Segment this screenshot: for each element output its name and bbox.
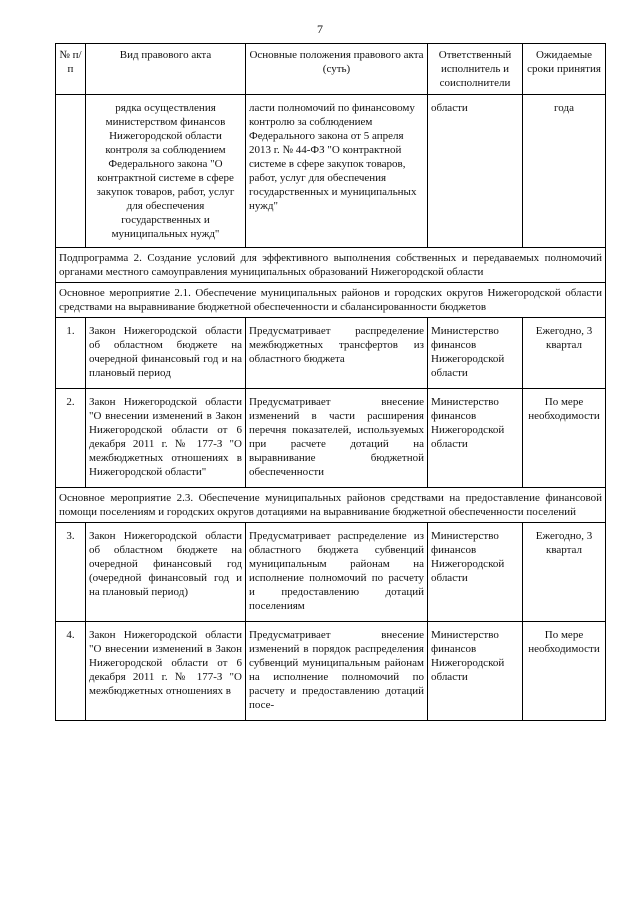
cell-deadline: По мере необходимости [523, 622, 606, 721]
cell-deadline: Ежегодно, 3 квартал [523, 523, 606, 622]
cell-responsible: Министерство финансов Нижегородской области [428, 389, 523, 488]
table-row [56, 95, 606, 248]
measure-title: Основное мероприятие 2.1. Обеспечение муниципальных районов и городских округов Нижегородской области средствами на выравнивание бюджетной обеспеченности и сбалансированности бюджетов [56, 283, 606, 318]
header-number: № п/п [56, 44, 86, 95]
cell-act-essence: Предусматривает внесение изменений в порядок распределения субвенций муниципальным районам на исполнение полномочий по расчету и предоставлению дотаций посе- [246, 622, 428, 721]
cell-act-type: рядка осуществления министерством финансов Нижегородской области контроля за соблюдением Федерального закона "О контрактной системе в сфере закупок товаров, работ, услуг для обеспечения государственных и муниципальных нужд" [86, 95, 246, 248]
cell-act-type: Закон Нижегородской области "О внесении изменений в Закон Нижегородской области от 6 декабря 2011 г. № 177-З "О межбюджетных отношениях в [86, 622, 246, 721]
page-number: 7 [317, 22, 323, 36]
cell-act-type: Закон Нижегородской области об областном бюджете на очередной финансовый год и на плановый период [86, 318, 246, 389]
cell-act-type: Закон Нижегородской области об областном бюджете на очередной финансовый год (очередной финансовый год и на плановый период) [86, 523, 246, 622]
cell-deadline: Ежегодно, 3 квартал [523, 318, 606, 389]
cell-act-essence: Предусматривает распределение из областного бюджета субвенций муниципальным районам на исполнение полномочий по расчету и предоставлению дотаций поселениям [246, 523, 428, 622]
cell-act-essence: ласти полномочий по финансовому контролю за соблюдением Федерального закона от 5 апреля 2013 г. № 44-ФЗ "О контрактной системе в сфере закупок товаров, работ, услуг для обеспечения государственных и муниципальных нужд" [246, 95, 428, 248]
cell-responsible: области [428, 95, 523, 248]
subprogram-title: Подпрограмма 2. Создание условий для эффективного выполнения собственных и передаваемых полномочий органами местного самоуправления муниципальных образований Нижегородской области [56, 248, 606, 283]
subprogram-row [56, 248, 606, 283]
cell-deadline: года [523, 95, 606, 248]
measure-title: Основное мероприятие 2.3. Обеспечение муниципальных районов средствами на предоставление финансовой помощи поселениям и городских округов дотациями на выравнивание бюджетной обеспеченности поселений [56, 488, 606, 523]
cell-number: 1. [56, 318, 86, 389]
header-act-essence: Основные положения правового акта (суть) [246, 44, 428, 95]
cell-responsible: Министерство финансов Нижегородской области [428, 318, 523, 389]
cell-number [56, 95, 86, 248]
table-row [56, 523, 606, 622]
measure-row [56, 488, 606, 523]
cell-deadline: По мере необходимости [523, 389, 606, 488]
cell-responsible: Министерство финансов Нижегородской области [428, 523, 523, 622]
cell-number: 2. [56, 389, 86, 488]
cell-responsible: Министерство финансов Нижегородской области [428, 622, 523, 721]
table-row [56, 389, 606, 488]
cell-number: 3. [56, 523, 86, 622]
cell-act-type: Закон Нижегородской области "О внесении изменений в Закон Нижегородской области от 6 декабря 2011 г. № 177-З "О межбюджетных отношениях в Нижегородской области" [86, 389, 246, 488]
table-row [56, 622, 606, 721]
table-row [56, 318, 606, 389]
header-act-type: Вид правового акта [86, 44, 246, 95]
cell-act-essence: Предусматривает распределение межбюджетных трансфертов из областного бюджета [246, 318, 428, 389]
table-header-row [56, 44, 606, 95]
header-deadline: Ожидаемые сроки принятия [523, 44, 606, 95]
measure-row [56, 283, 606, 318]
header-responsible: Ответственный исполнитель и соисполнители [428, 44, 523, 95]
cell-act-essence: Предусматривает внесение изменений в части расширения перечня показателей, используемых при расчете дотаций на выравнивание бюджетной обеспеченности [246, 389, 428, 488]
legal-acts-table [55, 43, 606, 721]
cell-number: 4. [56, 622, 86, 721]
